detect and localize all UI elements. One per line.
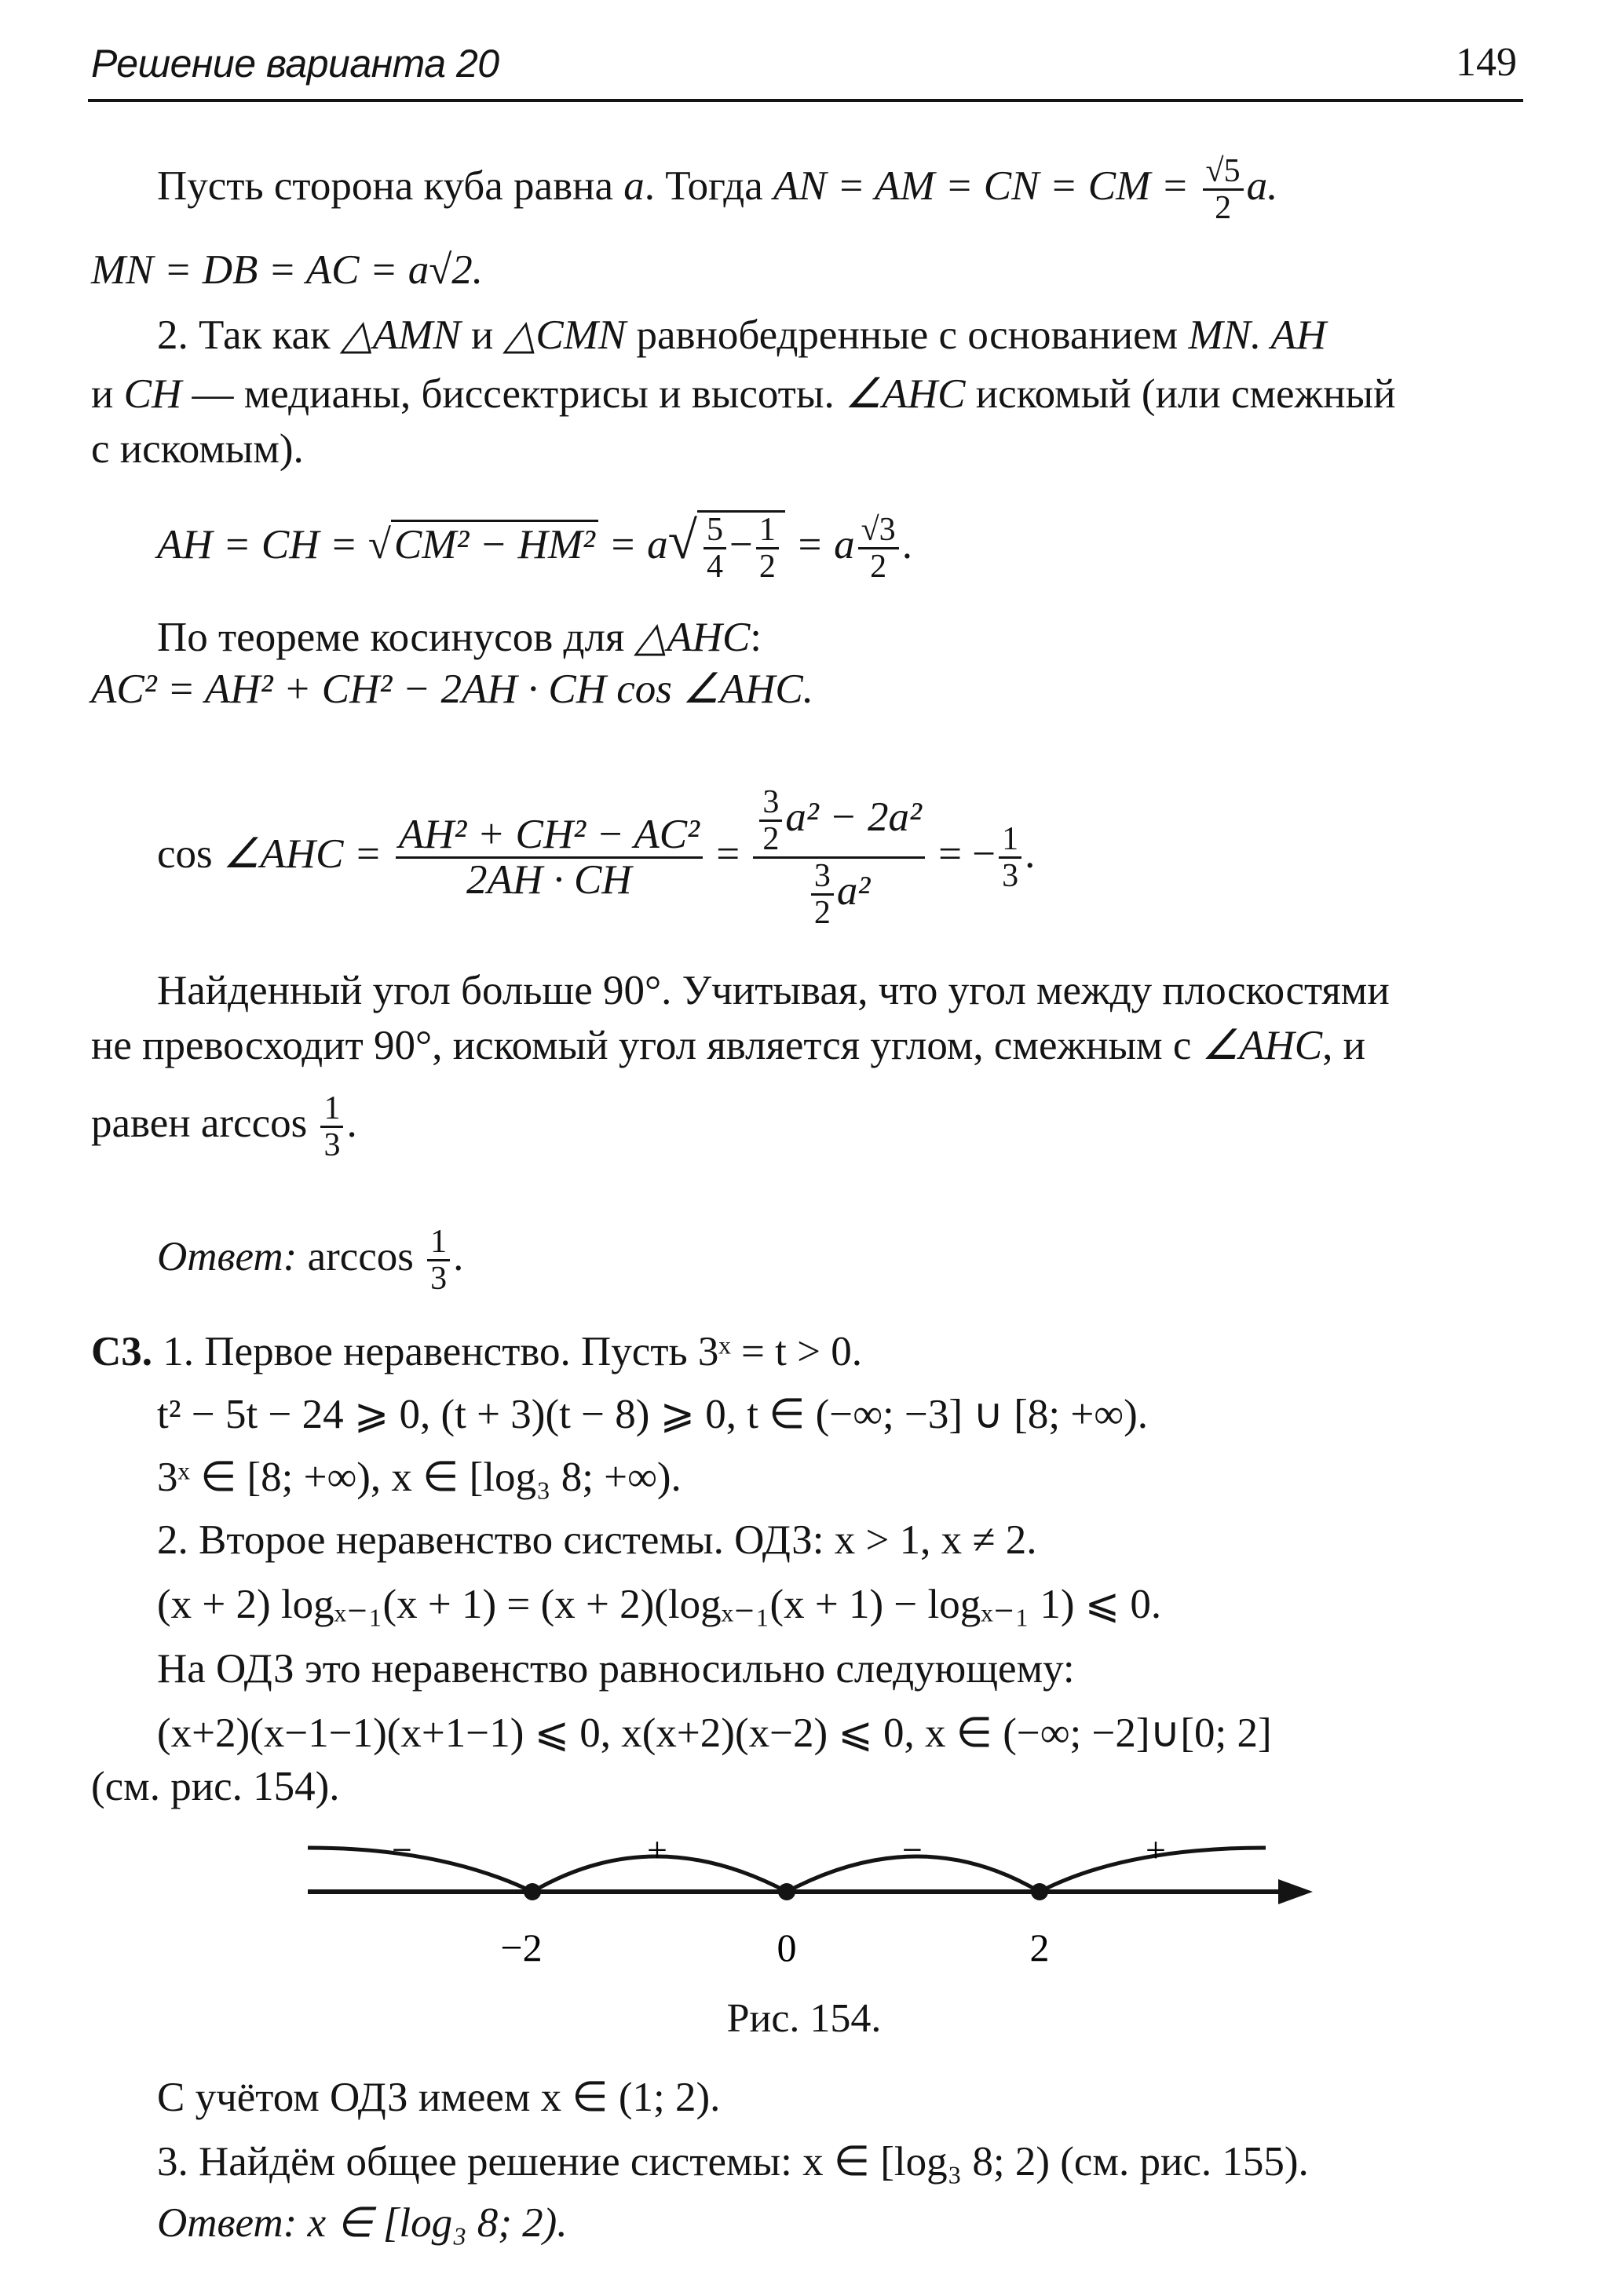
axis-arrow-icon	[1278, 1879, 1313, 1904]
figure-caption: Рис. 154.	[726, 1996, 882, 2041]
formula-ah-ch: AH = CH = √CM² − HM² = a√ $\frac{5}{4}$ − $\frac{1}{2}$ = a $\frac{√3}{2}$ .	[157, 509, 912, 586]
formula-cosine-law: AC² = AH² + CH² − 2AH · CH cos ∠AHC.	[91, 666, 813, 712]
problem-c3-line-5: (x + 2) logₓ₋₁(x + 1) = (x + 2)(logₓ₋₁(x + 1) − logₓ₋₁ 1) ⩽ 0.	[157, 1582, 1162, 1627]
page-number: 149	[1456, 40, 1517, 85]
answer-label: Ответ:	[157, 2200, 298, 2246]
text-line-3: 2. Так как △AMN и △CMN равнобедренные с основанием MN. AH	[157, 312, 1327, 358]
text-line-12: равен arccos $\frac{1}{3}$ .	[91, 1090, 357, 1164]
point-label: −2	[500, 1926, 543, 1969]
problem-c3-line-9: С учётом ОДЗ имеем x ∈ (1; 2).	[157, 2075, 721, 2120]
text-line-11: не превосходит 90°, искомый угол является углом, смежным с ∠AHC, и	[91, 1023, 1366, 1068]
fraction: $\frac{√5}{2}$	[1203, 154, 1244, 225]
text-line-7: По теореме косинусов для △AHC:	[157, 615, 762, 660]
problem-c3-line-4: 2. Второе неравенство системы. ОДЗ: x > 1, x ≠ 2.	[157, 1517, 1037, 1563]
sign-arc-1	[308, 1848, 532, 1892]
text-line-2: MN = DB = AC = a√2.	[91, 247, 484, 293]
problem-c3-line-10: 3. Найдём общее решение системы: x ∈ [log₃ 8; 2) (см. рис. 155).	[157, 2139, 1309, 2185]
sign-label: −	[902, 1830, 923, 1870]
problem-c3-line-6: На ОДЗ это неравенство равносильно следующему:	[157, 1646, 1075, 1692]
problem-c3-line-3: 3ˣ ∈ [8; +∞), x ∈ [log₃ 8; +∞).	[157, 1455, 682, 1500]
point-marker	[778, 1883, 795, 1900]
text-line-5: с искомым).	[91, 426, 304, 472]
running-header-title: Решение варианта 20	[91, 42, 499, 86]
answer-1: Ответ: arccos $\frac{1}{3}$ .	[157, 1224, 464, 1298]
sign-label: −	[392, 1830, 412, 1870]
point-label: 0	[777, 1926, 797, 1969]
problem-label: С3.	[91, 1329, 153, 1374]
answer-2: Ответ: x ∈ [log₃ 8; 2).	[157, 2200, 568, 2246]
number-line-figure	[308, 1829, 1313, 1986]
point-label: 2	[1029, 1926, 1050, 1969]
header-rule	[88, 99, 1523, 102]
text-line-10: Найденный угол больше 90°. Учитывая, что угол между плоскостями	[157, 968, 1390, 1013]
sign-label: +	[647, 1830, 667, 1870]
answer-label: Ответ:	[157, 1233, 298, 1279]
text-line-1: Пусть сторона куба равна a. Тогда AN = AM = CN = CM = $\frac{√5}{2}$ a.	[157, 153, 1278, 227]
problem-c3-line-1: С3. 1. Первое неравенство. Пусть 3ˣ = t > 0.	[91, 1329, 862, 1374]
problem-c3-line-8: (см. рис. 154).	[91, 1764, 340, 1809]
point-marker	[524, 1883, 541, 1900]
point-marker	[1031, 1883, 1048, 1900]
sign-label: +	[1146, 1830, 1166, 1870]
text-line-4: и CH — медианы, биссектрисы и высоты. ∠AHC искомый (или смежный	[91, 371, 1396, 417]
problem-c3-line-2: t² − 5t − 24 ⩾ 0, (t + 3)(t − 8) ⩾ 0, t ∈ (−∞; −3] ∪ [8; +∞).	[157, 1392, 1148, 1437]
formula-cos-ahc: cos ∠AHC = $\frac{\text{AH² + CH² − AC²}}{2AH \cdot CH}$ = $\frac{3}{2}$ a² − 2a² $\frac{3}{2}$ a² = − $\frac{1}{3}$ .	[157, 784, 1036, 932]
problem-c3-line-7: (x+2)(x−1−1)(x+1−1) ⩽ 0, x(x+2)(x−2) ⩽ 0, x ∈ (−∞; −2]∪[0; 2]	[157, 1710, 1272, 1756]
